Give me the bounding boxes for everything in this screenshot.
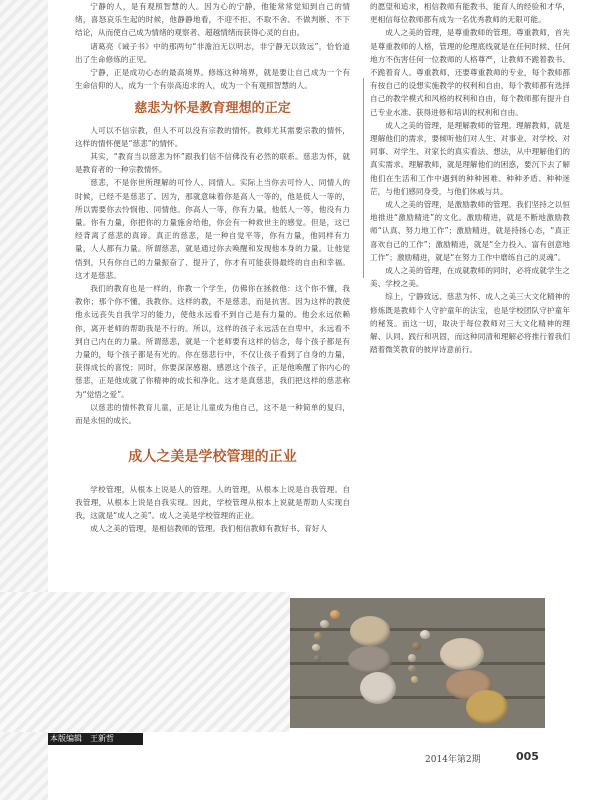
pebble (420, 630, 430, 639)
pebble-footprints-photo (290, 598, 545, 728)
paragraph: 成人之美的管理，是相信教师的管理。我们相信教师有教好书、育好人 (90, 524, 328, 534)
pebble (314, 655, 321, 662)
pebble (314, 632, 322, 640)
pebble (408, 665, 416, 672)
paragraph: 的愿望和追求，相信教师有能教书、能育人的经验和才华，更相信每位教师都有成为一名优秀教师的无限可能。 (370, 2, 570, 25)
section-heading-compassion: 慈悲为怀是教育理想的正定 (134, 101, 291, 117)
paragraph: 慈悲，不是你世所理解的可怜人、同情人。实际上当你去可怜人、同情人的时候，已经不是慈悲了。因为，那就意味着你是高人一等的，他是低人一等的，所以需要你去怜悯他、同情他。你高人一等，你有力量，他低人一等，他没有力量。你有力量，你把你的力量施舍给他，你会有一种救世主的感觉。但是，这已经背离了慈悲的真谛。真正的慈悲，是一种自觉平等，你有力量，他同样有力量，人人都有力量。所谓慈悲，就是通过你去唤醒和发现他本身的力量。让他觉悟到，只有你自己的力量振奋了、提升了，你才有可能获得最终的自由和幸福。这才是慈悲。 (75, 178, 350, 280)
section-heading-management: 成人之美是学校管理的正业 (128, 449, 297, 466)
page-number: 005 (516, 750, 539, 763)
paragraph: 人可以不信宗教，但人不可以没有宗教的情怀。教师尤其需要宗教的情怀，这样的情怀便是“慈悲”的情怀。 (75, 125, 350, 148)
pebble (350, 616, 390, 646)
wood-plank-line (290, 696, 545, 699)
paragraph: 成人之美的管理，在成就教师的同时，必将成就学生之美、学校之美。 (370, 266, 570, 289)
paragraph: 我们的教育也是一样的，你教一个学生，仿佛你在拯救他：这个你不懂，我教你；那个你不懂，我教你。这样的教，不是慈悲，而是抗害。因为这样的教使他永远丧失自我学习的能力，使他永远看不到自己是有力量的。他会永远依赖你，离开老师的帮助我是不行的。所以，这样的孩子永远活在自卑中，永远看不到自己内在的力量。所谓慈悲，就是一个老师要有这样的信念，每个孩子都是有力量的，每个孩子都是有光的。你在慈悲行中，不仅让孩子看到了自身的力量，获得成长的喜悦；同时，你要深深感谢、感恩这个孩子，正是他唤醒了你内心的慈悲，正是他成就了你精神的成长和净化。这才是真慈悲，我们把这样的慈悲称为“觉悟之爱”。 (75, 284, 350, 399)
paragraph: 成人之美的管理，是尊重教师的管理。尊重教师，首先是尊重教师的人格，管理的伦理底线就是在任何时候、任何地方不伤害任何一位教师的人格尊严，让教师不跪着教书、不跪着育人。尊重教师，还要尊重教师的专业，每个教师都有按自己的设想实施教学的权利和自由，每个教师都有选择自己的教学模式和风格的权利和自由，每个教师都有提升自己专业水准、获得进修和培训的权利和自由。 (370, 28, 570, 117)
issue-label: 2014年第2期 (425, 755, 481, 765)
decorative-stripe-panel (0, 592, 290, 732)
wood-plank-line (290, 628, 545, 631)
paragraph: 综上，宁静致远、慈悲为怀、成人之美三大文化精神的修炼既是教师个人守护童年的法宝，也是学校团队守护童年的秘笈。而这一切，取决于每位教师对三大文化精神的理解、认同、践行和巩固，而这种同清和理解必将推行着我们踏着微笑教育的彼岸诗意前行。 (370, 292, 570, 355)
pebble (412, 642, 421, 650)
left-column (75, 0, 350, 535)
paragraph: 成人之美的管理，是理解教师的管理。理解教师，就是理解他们的需求，要倾听他们对人生、对事业、对学校、对同事、对学生、对家长的真实看法、想法，从中理解他们的真实需求。理解教师，就是理解他们的困惑，要沉下去了解他们在生活和工作中遇到的种种困难、种种矛盾、种种迷茫，与他们感同身受，与他们休戚与共。 (370, 120, 570, 196)
pebble (348, 646, 392, 674)
paragraph: 学校管理，从根本上说是人的管理。人的管理，从根本上说是自我管理。自我管理，从根本上说是自我实现。因此，学校管理从根本上说就是帮助人实现自我，这就是“成人之美”。成人之美是学校管理的正业。 (75, 484, 350, 520)
pebble (411, 676, 418, 683)
pebble (440, 638, 484, 670)
footer-editor-credit: 本版编辑 王新哲 (50, 734, 114, 743)
wood-plank-line (290, 662, 545, 665)
paragraph: 以慈悲的情怀教育儿童，正是让儿童成为他自己，这不是一种简单的复归，而是永恒的成长。 (75, 402, 350, 426)
pebble (330, 610, 340, 619)
paragraph: 宁静，正是成功心态的最高境界。修练这种境界，就是要让自己成为一个有生命信仰的人，成为一个有崇高追求的人，成为一个有观照智慧的人。 (75, 68, 350, 91)
right-column (370, 0, 570, 356)
paragraph: 成人之美的管理，是激励教师的管理。我们坚持之以恒地推进“激励精进”的文化。激励精进，就是不断地激励教师“认真、努力地工作”；激励精进，就是持扬心态，“真正喜欢自己的工作”；激励精进，就是“全力投入、富有创意地工作”；激励精进，就是“在努力工作中磨练自己的灵魂”。 (370, 200, 570, 262)
paragraph: 宁静的人，是有观照智慧的人。因为心的宁静，他能常常觉知到自己的情绪，喜怒哀乐生起的时候，他静静地看，不迎不拒、不取不舍、不做判断、不下结论，从而使自己成为情绪的观察者、超越情绪而获得心灵的自由。 (75, 2, 350, 38)
pebble (320, 620, 329, 628)
column-divider (363, 78, 364, 278)
pebble (312, 644, 320, 651)
paragraph: 其实，“教育当以慈悲为怀”跟我们信不信佛没有必然的联系。慈悲为怀，就是教育者的一种宗教情怀。 (75, 152, 350, 175)
pebble (466, 690, 508, 724)
paragraph: 诸葛亮《诫子书》中的那两句“非澹泊无以明志，非宁静无以致远”，恰恰道出了生命修炼的正见。 (75, 41, 350, 64)
pebble (408, 654, 416, 662)
pebble (360, 672, 396, 704)
article-page (70, 0, 570, 590)
